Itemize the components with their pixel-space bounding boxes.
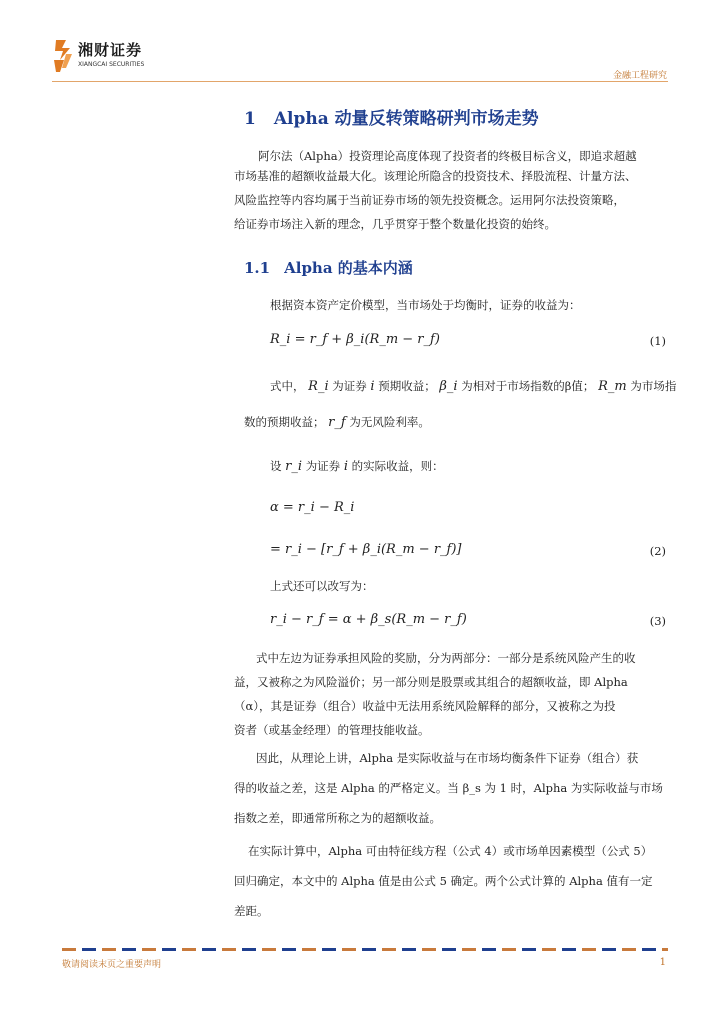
paragraph-line: 风险监控等内容均属于当前证券市场的领先投资概念。运用阿尔法投资策略， (234, 193, 625, 207)
text-run: 式中， (270, 379, 305, 393)
paragraph-line: 资者（或基金经理）的管理技能收益。 (234, 723, 430, 737)
logo-mark-icon (52, 38, 74, 74)
text-run: 的实际收益，则： (351, 459, 444, 473)
paragraph-line: 市场基准的超额收益最大化。该理论所隐含的投资技术、择股流程、计量方法、 (234, 169, 637, 183)
text-run: 为无风险利率。 (349, 415, 430, 429)
subsection-number: 1.1 (244, 259, 271, 277)
text-run: 为市场指 (630, 379, 677, 393)
equation-number-2: (2) (649, 544, 666, 558)
paragraph-line: 在实际计算中，Alpha 可由特征线方程（公式 4）或市场单因素模型（公式 5） (248, 844, 653, 858)
math-symbol: i (370, 379, 375, 394)
math-symbol: R_i (308, 379, 329, 394)
set-actual-return-line (270, 458, 444, 474)
logo-name-cn: 湘财证券 (78, 41, 143, 59)
paragraph-line: 阿尔法（Alpha）投资理论高度体现了投资者的终极目标含义，即追求超越 (258, 149, 637, 163)
text-run: 为证券 (332, 379, 367, 393)
equation-number-3: (3) (649, 614, 666, 628)
capm-intro-text: 根据资本资产定价模型，当市场处于均衡时，证券的收益为： (270, 298, 581, 312)
paragraph-line: 得的收益之差，这是 Alpha 的严格定义。当 β_s 为 1 时，Alpha 为实际收益与市场 (234, 781, 663, 795)
text-run: 为证券 (305, 459, 341, 473)
text-run: 设 (270, 459, 282, 473)
paragraph-line: 式中左边为证券承担风险的奖励，分为两部分：一部分是系统风险产生的收 (256, 651, 636, 665)
subsection-title: Alpha 的基本内涵 (284, 259, 413, 277)
company-logo (52, 38, 152, 74)
section-heading-1-1 (244, 257, 413, 278)
paragraph-line: 给证券市场注入新的理念，几乎贯穿于整个数量化投资的始终。 (234, 217, 556, 231)
text-run: 数的预期收益； (244, 415, 325, 429)
text-run: 为相对于市场指数的β值； (461, 379, 595, 393)
section-heading-1 (244, 104, 539, 129)
equation-number-1: (1) (649, 334, 666, 348)
paragraph-line: 回归确定，本文中的 Alpha 值是由公式 5 确定。两个公式计算的 Alpha 值有一定 (234, 874, 653, 888)
section-number: 1 (244, 109, 256, 129)
math-symbol: r_i (285, 459, 303, 474)
footer-divider (62, 948, 668, 951)
paragraph-line: 指数之差，即通常所称之为的超额收益。 (234, 811, 441, 825)
paragraph-line: 差距。 (234, 904, 269, 918)
math-symbol: β_i (439, 379, 458, 394)
intro-paragraph (234, 144, 670, 168)
header-divider (52, 81, 668, 82)
equation-2: = r_i − [r_f + β_i(R_m − r_f)] (270, 542, 462, 557)
footer-disclaimer: 敬请阅读末页之重要声明 (62, 960, 162, 970)
section-title: Alpha 动量反转策略研判市场走势 (273, 109, 539, 129)
paragraph-line: （α），其是证券（组合）收益中无法用系统风险解释的部分，又被称之为投 (234, 699, 616, 713)
paragraph-line: 因此，从理论上讲，Alpha 是实际收益与在市场均衡条件下证券（组合）获 (256, 751, 639, 765)
section-label: 金融工程研究 (612, 71, 667, 81)
alpha-equation: α = r_i − R_i (270, 500, 355, 515)
rewrite-text: 上式还可以改写为： (270, 579, 374, 593)
math-symbol: r_f (328, 415, 346, 430)
logo-name-en: XIANGCAI SECURITIES (78, 61, 145, 68)
variable-definition-line-1 (270, 378, 676, 394)
page-number: 1 (659, 957, 666, 968)
equation-1: R_i = r_f + β_i(R_m − r_f) (270, 332, 440, 347)
math-symbol: i (343, 459, 349, 474)
text-run: 预期收益； (378, 379, 436, 393)
variable-definition-line-2 (244, 414, 430, 430)
paragraph-line: 益，又被称之为风险溢价；另一部分则是股票或其组合的超额收益，即 Alpha (234, 675, 628, 689)
equation-3: r_i − r_f = α + β_s(R_m − r_f) (270, 612, 467, 627)
math-symbol: R_m (598, 379, 627, 394)
